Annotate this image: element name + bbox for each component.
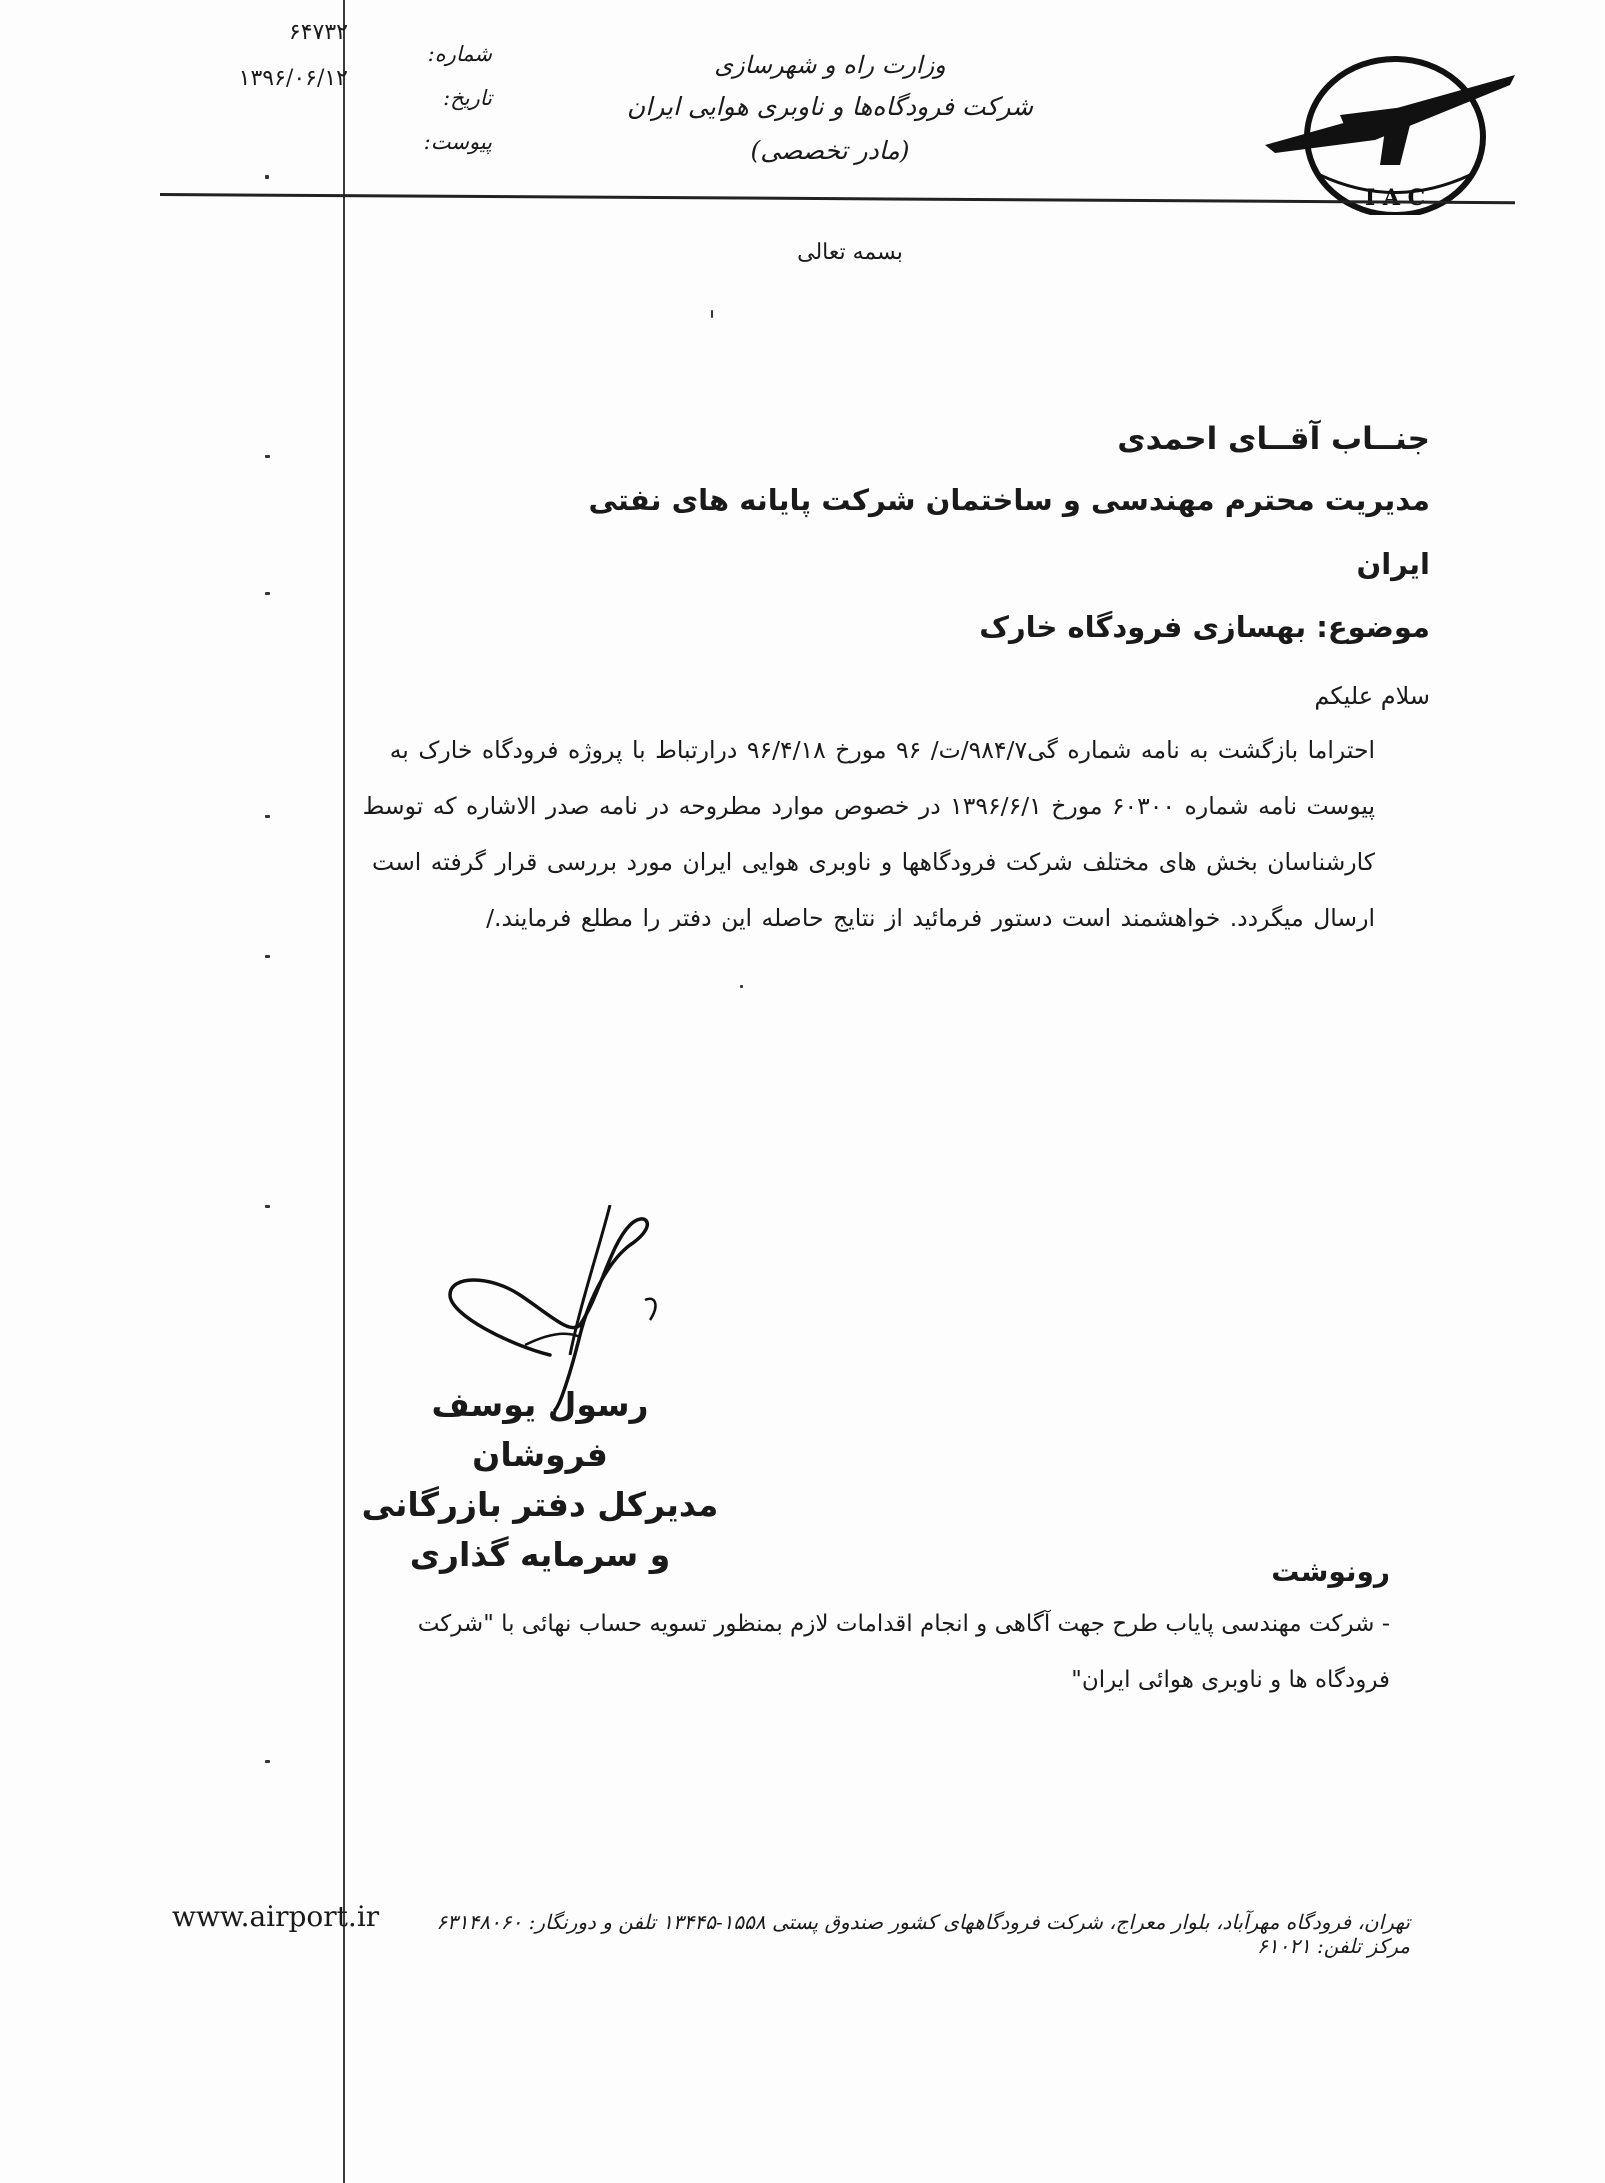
scan-speck xyxy=(265,1760,270,1763)
logo-letters: I A C xyxy=(1364,185,1426,211)
organization-header xyxy=(600,45,1060,173)
cc-title: رونوشت xyxy=(1271,1555,1390,1588)
date-label: تاریخ: xyxy=(443,86,492,110)
body-line: احتراما بازگشت به نامه شماره گی۹۸۴/۷/ت/ ۹۶ مورخ ۹۶/۴/۱۸ درارتباط با پروژه فرودگاه خارک به xyxy=(389,736,1375,764)
iac-logo xyxy=(1245,45,1525,215)
greeting: سلام علیکم xyxy=(1314,682,1430,710)
cc-body xyxy=(230,1596,1390,1708)
body-line: ارسال میگردد. خواهشمند است دستور فرمائید از نتایج حاصله این دفتر را مطلع فرمایند./ xyxy=(486,904,1375,932)
attachment-label: پیوست: xyxy=(423,130,492,154)
signatory-name: رسول یوسف فروشان xyxy=(431,1385,649,1474)
body-line: کارشناسان بخش های مختلف شرکت فرودگاهها و ناوبری هوایی ایران مورد بررسی قرار گرفته است xyxy=(372,848,1375,876)
footer-address xyxy=(170,1910,1410,1958)
footer-address-text: تهران، فرودگاه مهرآباد، بلوار معراج، شرکت فرودگاههای کشور صندوق پستی ۱۵۵۸-۱۳۴۴۵ تلفن و دورنگار: ۶۳۱۴۸۰۶۰ مرکز تلفن: ۶۱۰۲۱ xyxy=(436,1910,1410,1958)
signatory-title-2: و سرمایه گذاری xyxy=(409,1535,671,1574)
bismillah: بسمه تعالی xyxy=(797,240,903,265)
meta-values xyxy=(178,10,348,102)
footer-website: www.airport.ir xyxy=(172,1900,380,1933)
scan-speck xyxy=(265,955,270,958)
company-name: شرکت فرودگاه‌ها و ناوبری هوایی ایران (مادر تخصصی) xyxy=(626,92,1034,165)
scan-speck xyxy=(740,985,743,988)
margin-line xyxy=(343,0,345,2183)
recipient-block xyxy=(560,410,1430,658)
body-line: پیوست نامه شماره ۶۰۳۰۰ مورخ ۱۳۹۶/۶/۱ در خصوص موارد مطروحه در نامه صدر الاشاره که توسط xyxy=(362,792,1375,820)
scan-speck xyxy=(265,455,270,458)
scan-speck xyxy=(265,815,270,818)
meta-labels xyxy=(382,32,492,164)
letter-subject: موضوع: بهسازی فرودگاه خارک xyxy=(979,610,1430,644)
scan-speck xyxy=(265,1205,270,1208)
scan-speck xyxy=(265,175,269,179)
signatory-block xyxy=(360,1380,720,1580)
letter-number: ۶۴۷۳۲ xyxy=(288,20,348,45)
letter-body xyxy=(255,722,1375,946)
scan-speck xyxy=(265,592,270,595)
cc-line: - شرکت مهندسی پایاب طرح جهت آگاهی و انجام اقدامات لازم بمنظور تسویه حساب نهائی با "شرکت xyxy=(417,1611,1390,1637)
scan-speck xyxy=(711,310,713,318)
signatory-title: مدیرکل دفتر بازرگانی xyxy=(361,1485,719,1524)
ministry-name: وزارت راه و شهرسازی xyxy=(714,51,946,79)
letter-date: ۱۳۹۶/۰۶/۱۲ xyxy=(238,66,348,91)
recipient-department: مدیریت محترم مهندسی و ساختمان شرکت پایانه های نفتی ایران xyxy=(588,483,1430,581)
number-label: شماره: xyxy=(427,42,492,66)
cc-line: فرودگاه ها و ناوبری هوائی ایران" xyxy=(1071,1667,1390,1693)
recipient-name: جنــاب آقــای احمدی xyxy=(1117,421,1430,457)
